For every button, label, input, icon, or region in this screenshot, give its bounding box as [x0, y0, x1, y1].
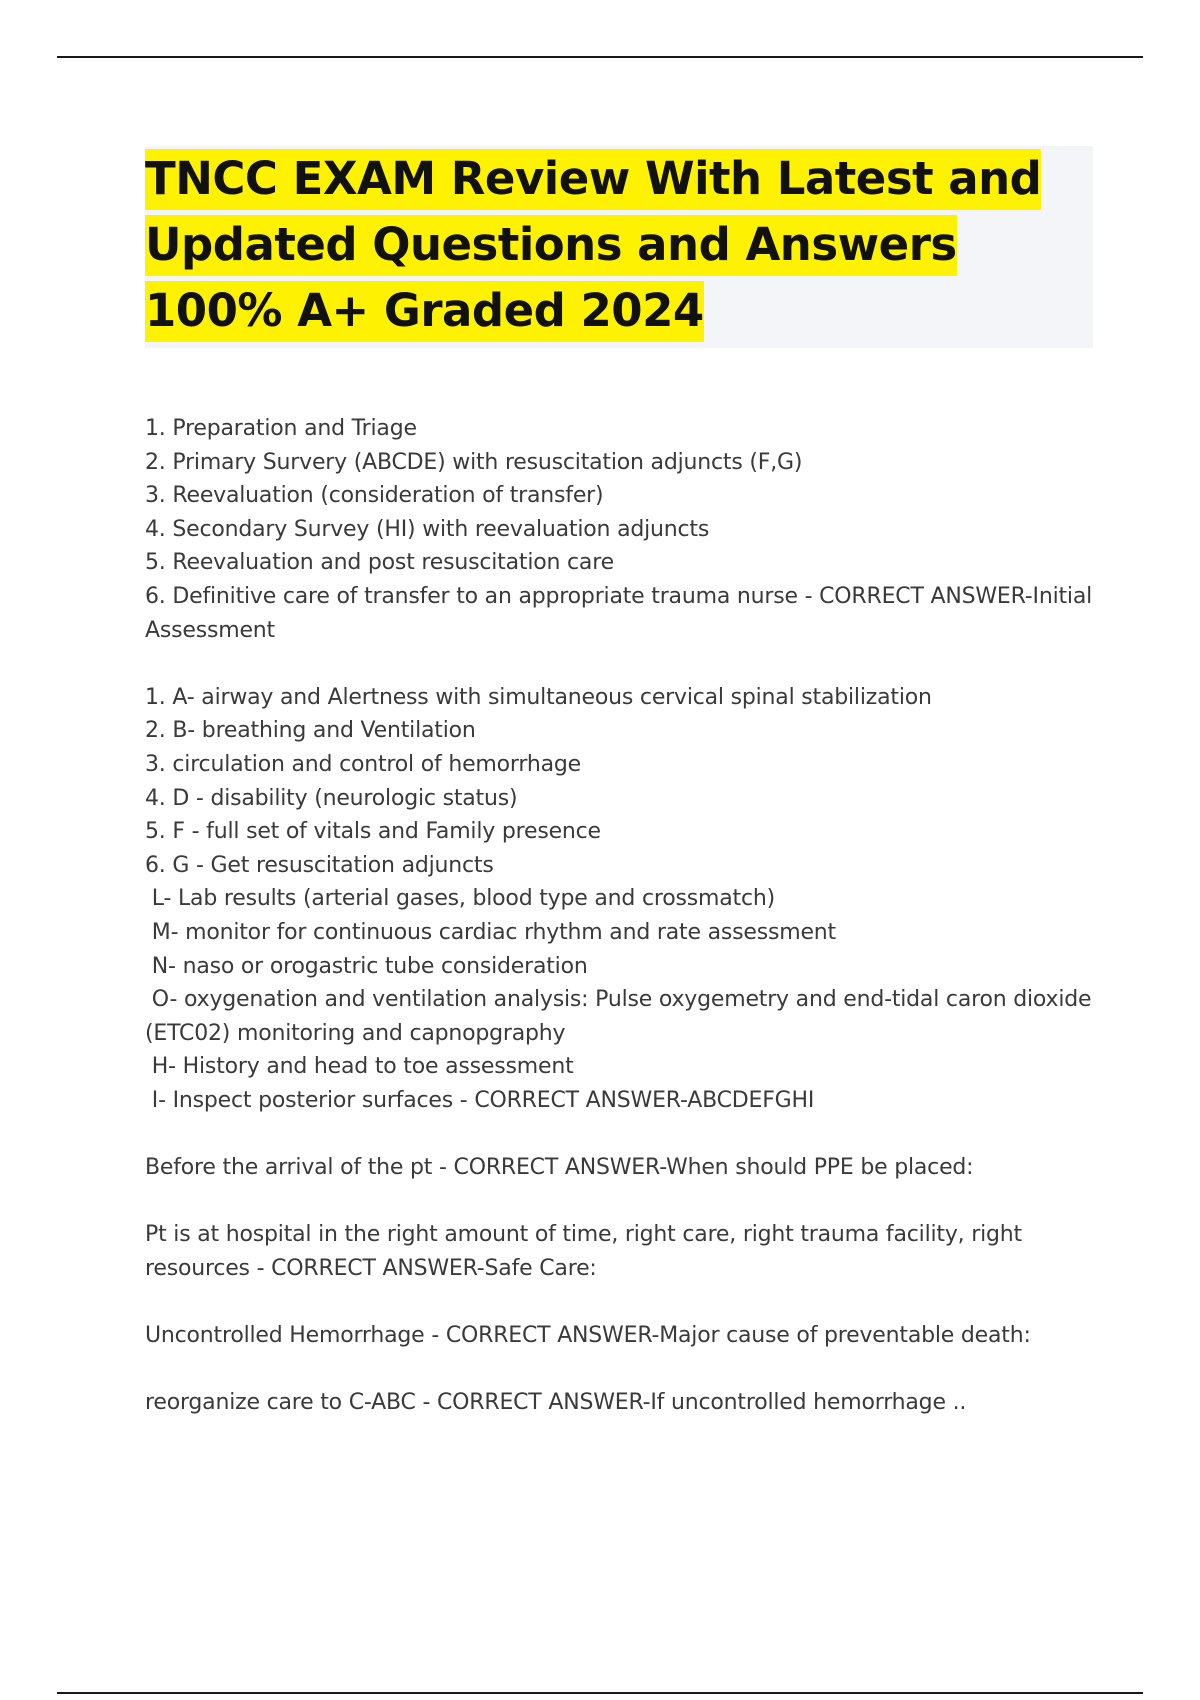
text-line: 5. Reevaluation and post resuscitation care — [145, 550, 614, 576]
qa-block-initial-assessment — [145, 412, 1095, 647]
document-title — [145, 146, 1093, 344]
title-line: Updated Questions and Answers — [145, 215, 957, 276]
qa-block-preventable-death — [145, 1319, 1095, 1353]
text-line: I- Inspect posterior surfaces - CORRECT ANSWER-ABCDEFGHI — [145, 1087, 815, 1113]
text-line: N- naso or orogastric tube consideration — [145, 953, 588, 979]
text-line: O- oxygenation and ventilation analysis: Pulse oxygemetry and end-tidal caron dioxide — [145, 987, 1092, 1013]
qa-block-ppe — [145, 1151, 1095, 1185]
qa-block-abcdefghi — [145, 681, 1095, 1118]
title-line: 100% A+ Graded 2024 — [145, 281, 704, 342]
title-line: TNCC EXAM Review With Latest and — [145, 149, 1041, 210]
text-line: 4. D - disability (neurologic status) — [145, 785, 518, 811]
text-line: 4. Secondary Survey (HI) with reevaluation adjuncts — [145, 516, 710, 542]
qa-block-c-abc — [145, 1386, 1095, 1420]
text-line: Before the arrival of the pt - CORRECT ANSWER-When should PPE be placed: — [145, 1155, 974, 1181]
text-line: reorganize care to C-ABC - CORRECT ANSWER-If uncontrolled hemorrhage .. — [145, 1390, 967, 1416]
text-line: Uncontrolled Hemorrhage - CORRECT ANSWER-Major cause of preventable death: — [145, 1323, 1031, 1349]
text-line: 2. Primary Survery (ABCDE) with resuscitation adjuncts (F,G) — [145, 449, 803, 475]
qa-block-safe-care — [145, 1218, 1095, 1285]
text-line: 3. circulation and control of hemorrhage — [145, 751, 581, 777]
text-line: (ETC02) monitoring and capnopgraphy — [145, 1020, 566, 1046]
text-line: M- monitor for continuous cardiac rhythm and rate assessment — [145, 919, 836, 945]
document-body — [145, 412, 1095, 1420]
text-line: Assessment — [145, 617, 275, 643]
text-line: resources - CORRECT ANSWER-Safe Care: — [145, 1255, 597, 1281]
text-line: H- History and head to toe assessment — [145, 1054, 574, 1080]
text-line: Pt is at hospital in the right amount of time, right care, right trauma facility, right — [145, 1222, 1022, 1248]
text-line: 5. F - full set of vitals and Family presence — [145, 819, 601, 845]
text-line: 6. G - Get resuscitation adjuncts — [145, 852, 494, 878]
bottom-divider — [57, 1692, 1143, 1694]
title-block — [145, 146, 1093, 348]
text-line: L- Lab results (arterial gases, blood type and crossmatch) — [145, 886, 775, 912]
text-line: 3. Reevaluation (consideration of transfer) — [145, 483, 604, 509]
text-line: 1. A- airway and Alertness with simultaneous cervical spinal stabilization — [145, 684, 932, 710]
text-line: 1. Preparation and Triage — [145, 416, 417, 441]
text-line: 6. Definitive care of transfer to an appropriate trauma nurse - CORRECT ANSWER-Initial — [145, 583, 1093, 609]
top-divider — [57, 56, 1143, 58]
text-line: 2. B- breathing and Ventilation — [145, 718, 476, 744]
